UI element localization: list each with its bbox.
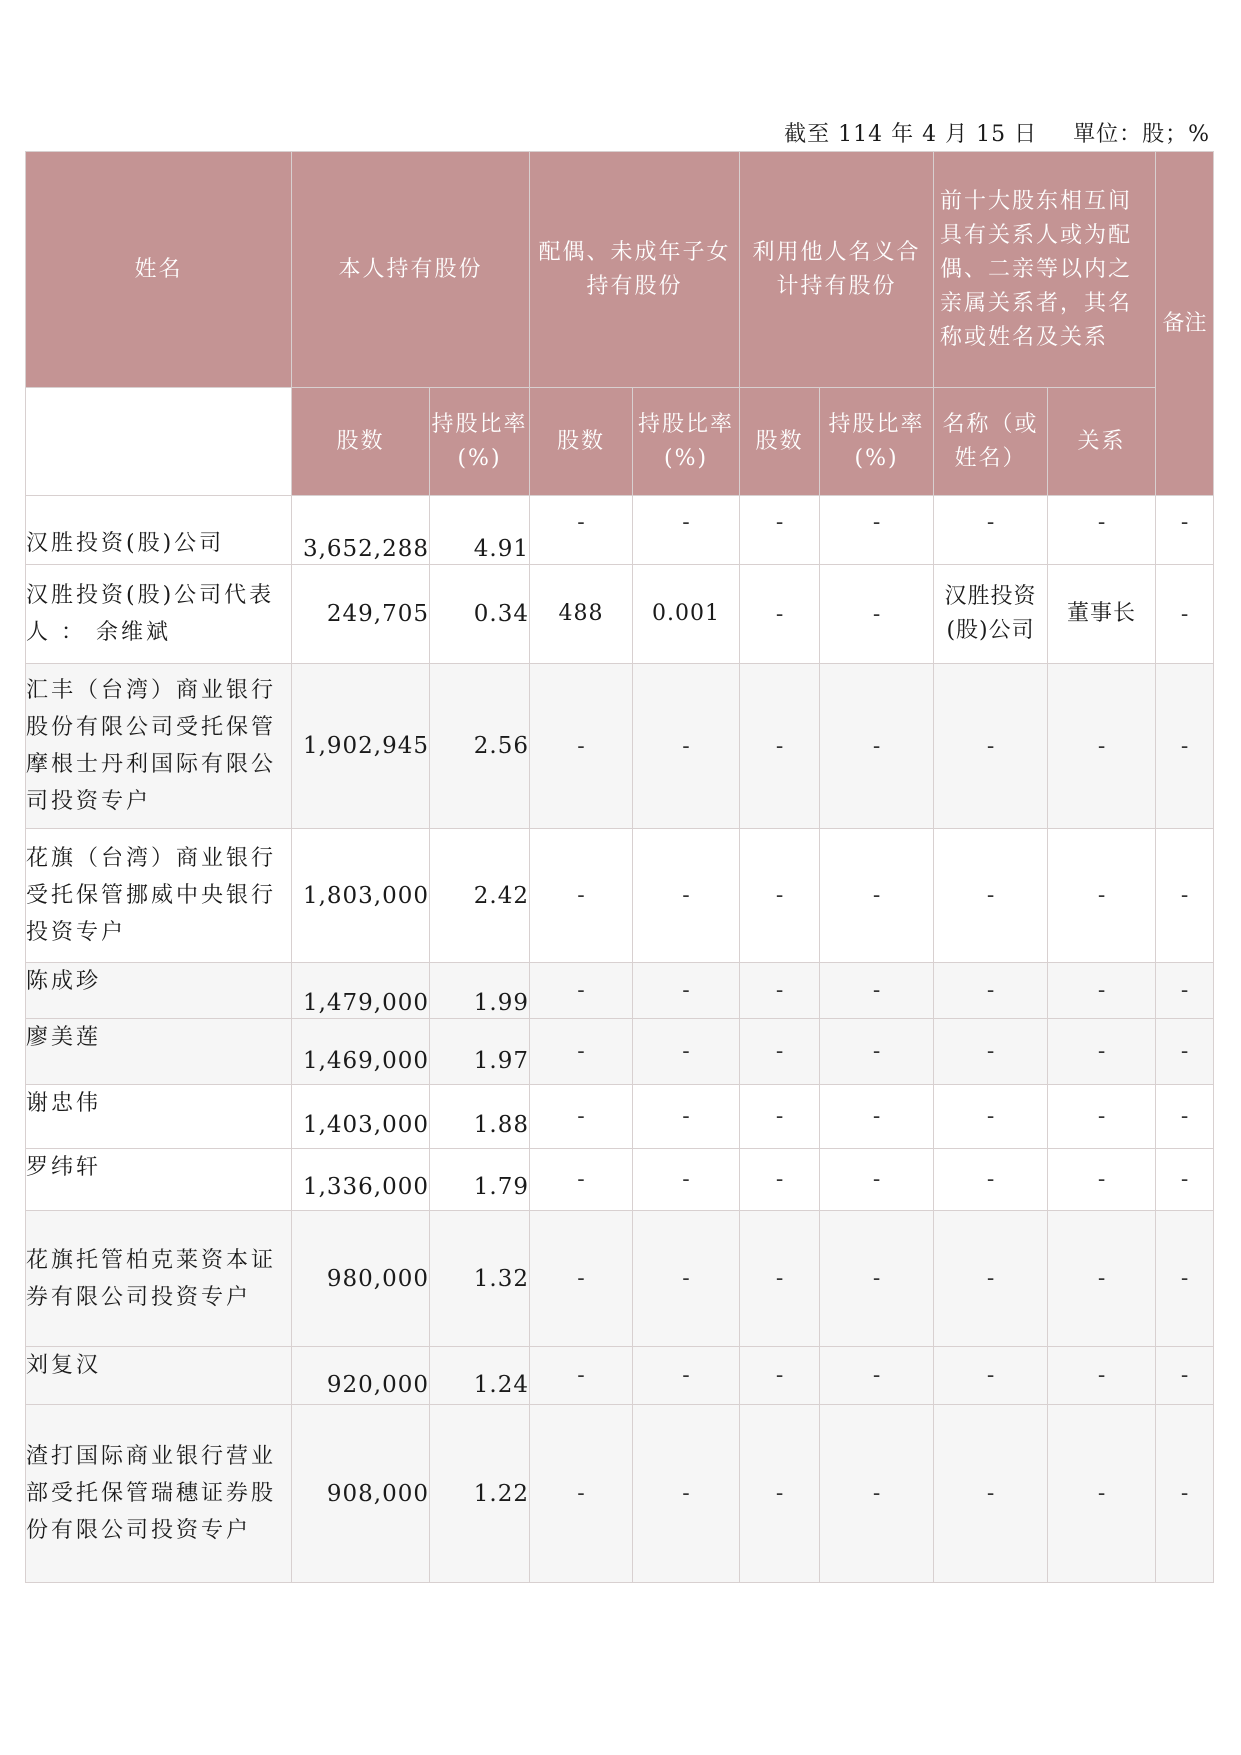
spouse-shares: 488 [530,565,633,664]
holder-name: 汇丰（台湾）商业银行股份有限公司受托保管摩根士丹利国际有限公司投资专户 [26,664,292,829]
spouse-shares: - [530,1405,633,1583]
related-name: - [934,1149,1048,1211]
spouse-pct: - [633,1019,740,1085]
remark: - [1156,1085,1214,1149]
spouse-shares: - [530,496,633,565]
unit-note: 單位：股；% [1073,122,1210,147]
table-row [26,1211,1214,1347]
spouse-shares: - [530,664,633,829]
remark: - [1156,565,1214,664]
holder-name: 渣打国际商业银行营业部受托保管瑞穗证券股份有限公司投资专户 [26,1405,292,1583]
header-spouse-pct: 持股比率(%) [633,388,740,496]
own-pct: 1.79 [430,1149,530,1211]
related-name: - [934,1019,1048,1085]
holder-name: 罗纬轩 [26,1149,292,1211]
nominee-pct: - [820,1347,934,1405]
own-shares: 908,000 [292,1405,430,1583]
holder-name: 花旗（台湾）商业银行受托保管挪威中央银行投资专户 [26,829,292,963]
related-name: - [934,963,1048,1019]
spouse-pct: - [633,1405,740,1583]
spouse-shares: - [530,1347,633,1405]
holder-name: 谢忠伟 [26,1085,292,1149]
own-shares: 3,652,288 [292,496,430,565]
holder-name: 廖美莲 [26,1019,292,1085]
spouse-pct: - [633,1211,740,1347]
header-related-parties: 前十大股东相互间具有关系人或为配偶、二亲等以内之亲属关系者，其名称或姓名及关系 [934,152,1156,388]
own-pct: 1.24 [430,1347,530,1405]
related-relation: - [1048,1347,1156,1405]
table-row [26,664,1214,829]
table-row [26,1347,1214,1405]
related-name: 汉胜投资(股)公司 [934,565,1048,664]
related-relation: - [1048,1211,1156,1347]
remark: - [1156,1405,1214,1583]
related-name: - [934,1085,1048,1149]
nominee-pct: - [820,1149,934,1211]
related-name: - [934,1211,1048,1347]
nominee-shares: - [740,565,820,664]
remark: - [1156,1019,1214,1085]
own-shares: 920,000 [292,1347,430,1405]
table-row [26,829,1214,963]
remark: - [1156,1211,1214,1347]
own-pct: 1.32 [430,1211,530,1347]
table-row [26,1149,1214,1211]
header-name: 姓名 [26,152,292,388]
own-pct: 2.42 [430,829,530,963]
own-pct: 1.97 [430,1019,530,1085]
header-own-holding: 本人持有股份 [292,152,530,388]
related-name: - [934,664,1048,829]
nominee-shares: - [740,963,820,1019]
nominee-pct: - [820,1019,934,1085]
remark: - [1156,1149,1214,1211]
own-pct: 2.56 [430,664,530,829]
header-remark: 备注 [1156,152,1214,496]
related-relation: - [1048,1405,1156,1583]
own-shares: 1,803,000 [292,829,430,963]
nominee-shares: - [740,1405,820,1583]
header-own-shares: 股数 [292,388,430,496]
related-relation: - [1048,496,1156,565]
spouse-pct: 0.001 [633,565,740,664]
nominee-shares: - [740,829,820,963]
spouse-pct: - [633,1085,740,1149]
own-pct: 4.91 [430,496,530,565]
header-nominee-pct: 持股比率(%) [820,388,934,496]
nominee-shares: - [740,664,820,829]
related-name: - [934,496,1048,565]
own-pct: 1.88 [430,1085,530,1149]
header-related-relation: 关系 [1048,388,1156,496]
spouse-shares: - [530,829,633,963]
related-relation: - [1048,1019,1156,1085]
nominee-shares: - [740,1149,820,1211]
spouse-shares: - [530,1149,633,1211]
own-shares: 1,469,000 [292,1019,430,1085]
header-spouse-shares: 股数 [530,388,633,496]
holder-name: 陈成珍 [26,963,292,1019]
header-nominee-holding: 利用他人名义合计持有股份 [740,152,934,388]
table-row [26,963,1214,1019]
holder-name: 刘复汉 [26,1347,292,1405]
remark: - [1156,496,1214,565]
header-related-name: 名称（或姓名） [934,388,1048,496]
as-of-date: 截至 114 年 4 月 15 日 [784,122,1038,147]
holder-name: 汉胜投资(股)公司代表人 ： 余维斌 [26,565,292,664]
related-relation: 董事长 [1048,565,1156,664]
header-blank [26,388,292,496]
spouse-shares: - [530,1019,633,1085]
header-nominee-shares: 股数 [740,388,820,496]
table-row [26,1019,1214,1085]
nominee-pct: - [820,829,934,963]
table-row [26,1405,1214,1583]
table-row [26,565,1214,664]
related-name: - [934,829,1048,963]
spouse-pct: - [633,664,740,829]
spouse-pct: - [633,829,740,963]
nominee-pct: - [820,1085,934,1149]
related-relation: - [1048,963,1156,1019]
nominee-shares: - [740,1085,820,1149]
related-relation: - [1048,829,1156,963]
own-shares: 1,336,000 [292,1149,430,1211]
own-shares: 249,705 [292,565,430,664]
spouse-pct: - [633,1149,740,1211]
related-name: - [934,1405,1048,1583]
own-shares: 1,479,000 [292,963,430,1019]
spouse-pct: - [633,963,740,1019]
table-caption [784,117,1210,148]
holder-name: 花旗托管柏克莱资本证券有限公司投资专户 [26,1211,292,1347]
nominee-pct: - [820,496,934,565]
nominee-pct: - [820,664,934,829]
table-row [26,1085,1214,1149]
related-relation: - [1048,1085,1156,1149]
spouse-pct: - [633,1347,740,1405]
nominee-shares: - [740,496,820,565]
own-shares: 1,902,945 [292,664,430,829]
spouse-pct: - [633,496,740,565]
related-relation: - [1048,1149,1156,1211]
header-own-pct: 持股比率(%) [430,388,530,496]
nominee-pct: - [820,565,934,664]
own-pct: 0.34 [430,565,530,664]
own-shares: 1,403,000 [292,1085,430,1149]
shareholder-table [25,151,1214,1583]
spouse-shares: - [530,963,633,1019]
nominee-pct: - [820,1405,934,1583]
remark: - [1156,963,1214,1019]
header-spouse-holding: 配偶、未成年子女持有股份 [530,152,740,388]
remark: - [1156,1347,1214,1405]
remark: - [1156,829,1214,963]
spouse-shares: - [530,1085,633,1149]
nominee-shares: - [740,1211,820,1347]
nominee-shares: - [740,1019,820,1085]
spouse-shares: - [530,1211,633,1347]
remark: - [1156,664,1214,829]
table-row [26,496,1214,565]
own-shares: 980,000 [292,1211,430,1347]
nominee-shares: - [740,1347,820,1405]
own-pct: 1.22 [430,1405,530,1583]
nominee-pct: - [820,963,934,1019]
own-pct: 1.99 [430,963,530,1019]
holder-name: 汉胜投资(股)公司 [26,496,292,565]
related-name: - [934,1347,1048,1405]
nominee-pct: - [820,1211,934,1347]
related-relation: - [1048,664,1156,829]
